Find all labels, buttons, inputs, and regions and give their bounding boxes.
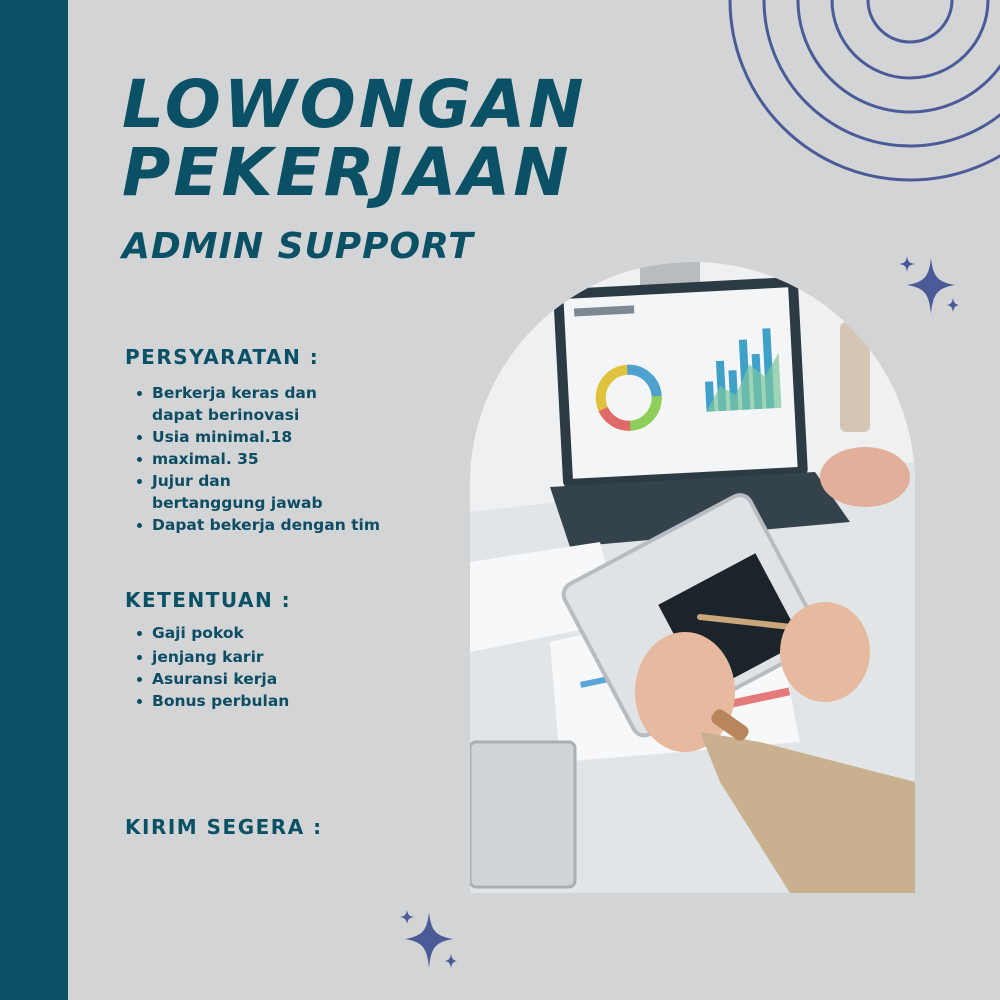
list-item: Jujur dan bertanggung jawab: [134, 470, 334, 514]
list-item: Gaji pokok: [134, 622, 424, 644]
office-photo: [470, 262, 915, 893]
list-item: jenjang karir: [134, 646, 424, 668]
sparkle-icon: [893, 252, 963, 320]
sparkle-icon: [395, 906, 465, 974]
title-line-2: PEKERJAAN: [122, 134, 572, 211]
terms-heading: KETENTUAN :: [125, 588, 292, 612]
list-item: Berkerja keras dan dapat berinovasi: [134, 382, 334, 426]
list-item: maximal. 35: [134, 448, 334, 470]
requirements-list: [134, 382, 381, 536]
office-data-analysis-photo-icon: [470, 262, 915, 893]
requirements-heading: PERSYARATAN :: [125, 345, 320, 369]
list-item: Dapat bekerja dengan tim: [134, 514, 412, 536]
title-line-1: LOWONGAN: [122, 66, 587, 143]
subtitle: ADMIN SUPPORT: [122, 226, 474, 267]
list-item: Bonus perbulan: [134, 690, 424, 712]
apply-heading: KIRIM SEGERA :: [125, 815, 323, 839]
list-item: Usia minimal.18: [134, 426, 334, 448]
list-item: Asuransi kerja: [134, 668, 424, 690]
terms-list: [134, 622, 424, 712]
side-bar: [0, 0, 68, 1000]
concentric-circles-icon: [700, 0, 1000, 200]
